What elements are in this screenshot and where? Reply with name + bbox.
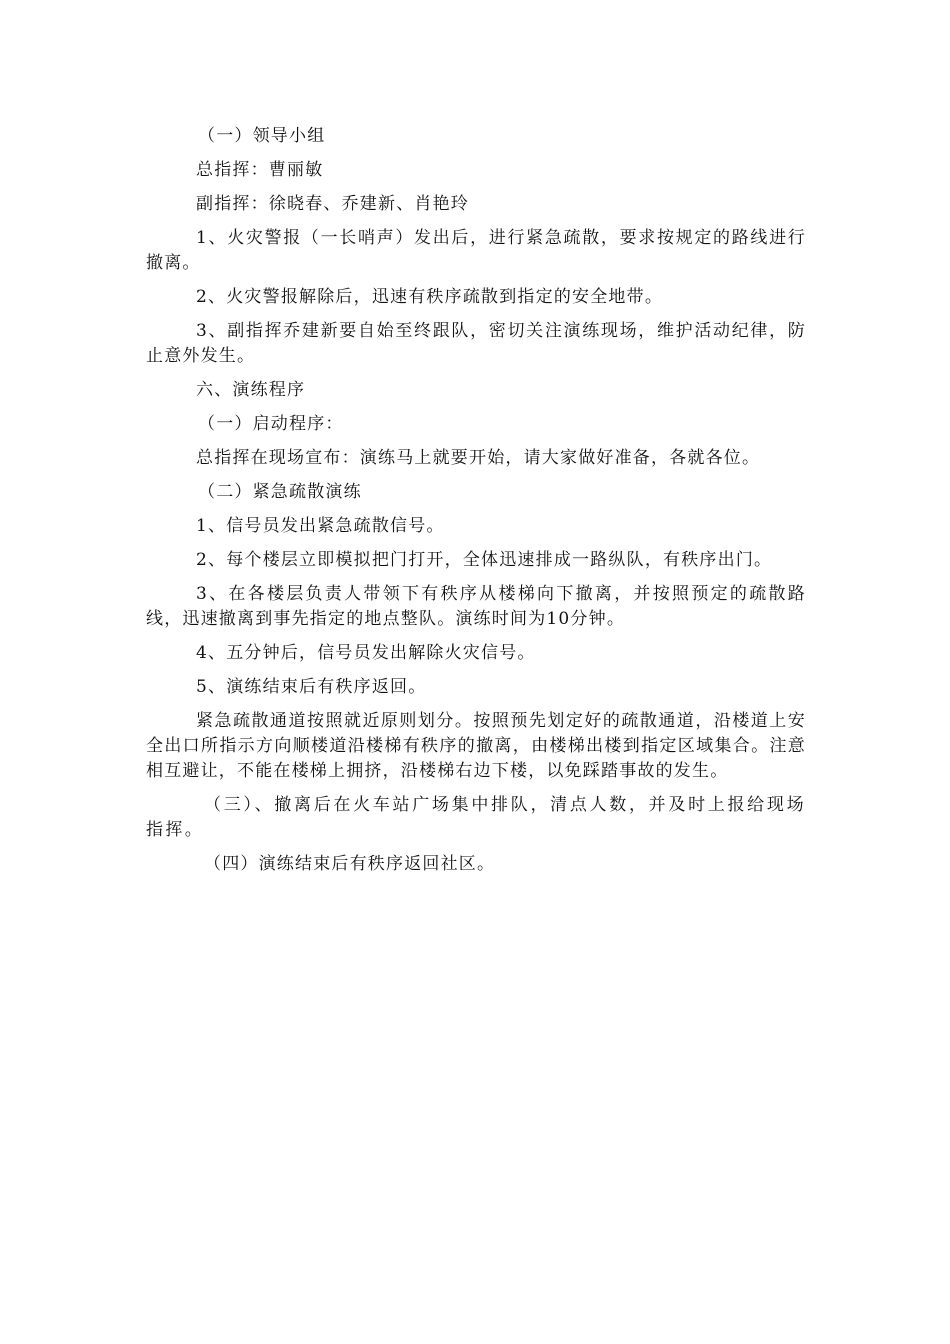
subsection-heading-return: （四）演练结束后有秩序返回社区。 (204, 854, 496, 874)
evacuation-step-4: 4、五分钟后，信号员发出解除火灾信号。 (196, 643, 536, 663)
section-heading-procedure: 六、演练程序 (196, 380, 306, 400)
evacuation-step-2: 2、每个楼层立即模拟把门打开，全体迅速排成一路纵队，有秩序出门。 (196, 550, 773, 570)
evacuation-route-paragraph: 紧急疏散通道按照就近原则划分。按照预先划定好的疏散通道，沿楼道上安全出口所指示方向顺楼道沿楼梯有秩序的撤离，由楼梯出楼到指定区域集合。注意相互避让，不能在楼梯上拥挤，沿楼梯右边下楼，以免踩踏事故的发生。 (146, 711, 806, 781)
startup-announcement: 总指挥在现场宣布：演练马上就要开始，请大家做好准备，各就各位。 (196, 448, 761, 468)
commander-line: 总指挥：曹丽敏 (196, 160, 324, 180)
subsection-heading-evacuation: （二）紧急疏散演练 (198, 482, 362, 502)
subsection-heading-assembly: （三）、撤离后在火车站广场集中排队，清点人数，并及时上报给现场指挥。 (146, 795, 806, 840)
rule-item-3: 3、副指挥乔建新要自始至终跟队，密切关注演练现场，维护活动纪律，防止意外发生。 (146, 321, 806, 366)
evacuation-step-5: 5、演练结束后有秩序返回。 (196, 677, 427, 697)
rule-item-1: 1、火灾警报（一长哨声）发出后，进行紧急疏散，要求按规定的路线进行撤离。 (146, 228, 806, 273)
section-heading-leadership: （一）领导小组 (198, 126, 326, 146)
evacuation-step-3: 3、在各楼层负责人带领下有秩序从楼梯向下撤离，并按照预定的疏散路线，迅速撤离到事先指定的地点整队。演练时间为10分钟。 (146, 584, 806, 629)
document-body (146, 124, 806, 886)
evacuation-step-1: 1、信号员发出紧急疏散信号。 (196, 516, 445, 536)
deputy-commander-line: 副指挥：徐晓春、乔建新、肖艳玲 (196, 194, 469, 214)
subsection-heading-startup: （一）启动程序： (198, 414, 344, 434)
rule-item-2: 2、火灾警报解除后，迅速有秩序疏散到指定的安全地带。 (196, 287, 664, 307)
